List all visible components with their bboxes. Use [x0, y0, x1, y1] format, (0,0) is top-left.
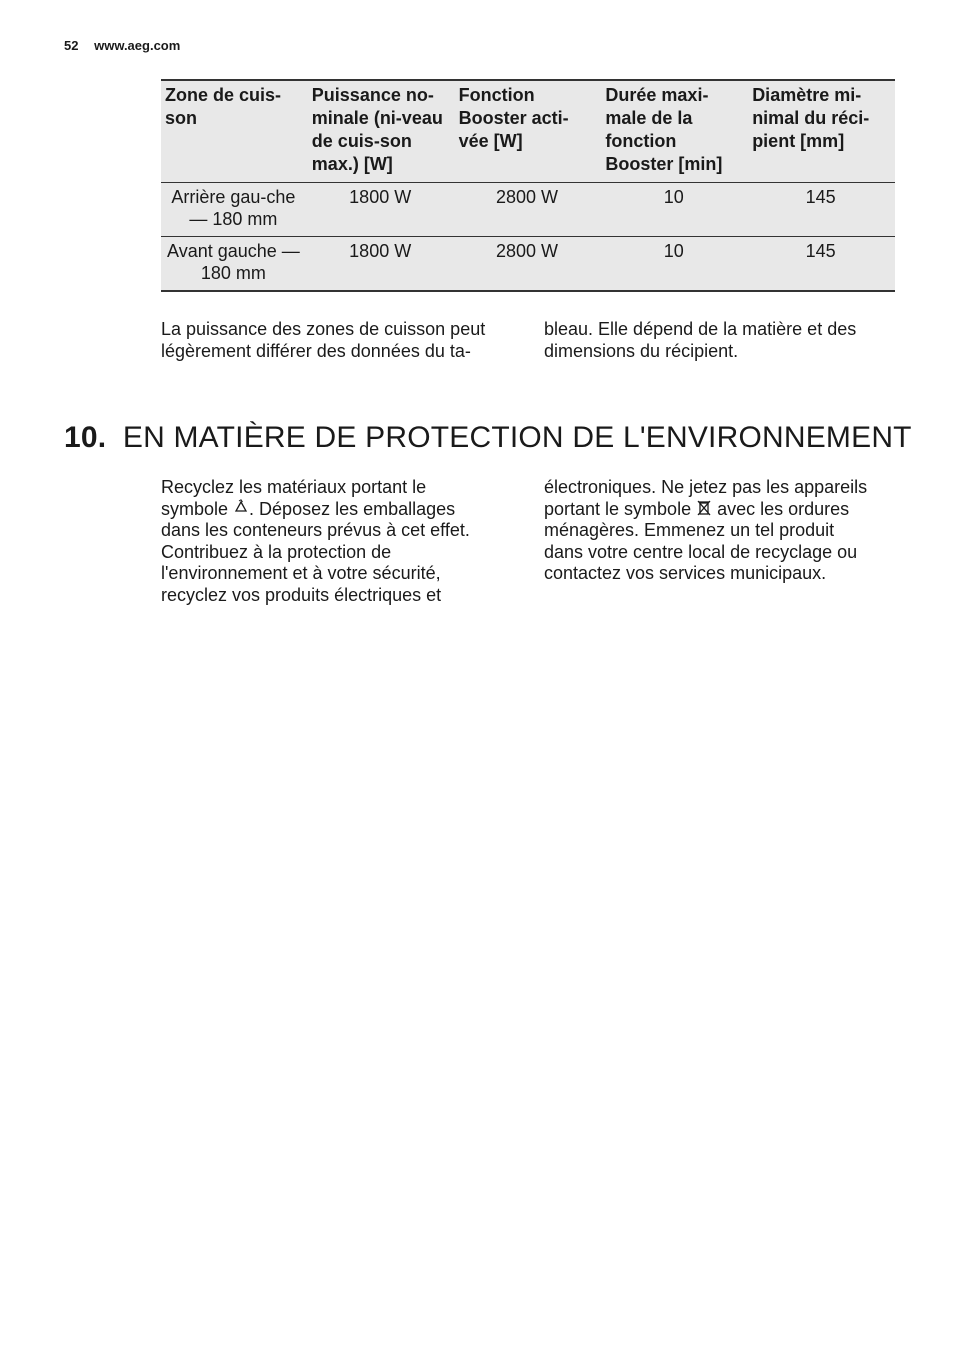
body-text: électroniques. Ne jetez pas les appareils portant le symbole: [544, 477, 868, 519]
table-cell: 1800 W: [308, 237, 455, 292]
table-header-row: [161, 80, 895, 183]
table-row: [161, 237, 895, 292]
table-note-right: bleau. Elle dépend de la matière et des dimensions du récipient.: [544, 319, 857, 361]
table-cell: 2800 W: [455, 183, 602, 237]
column-header: Durée maxi-male de la fonction Booster [min]: [601, 80, 748, 183]
column-header: Zone de cuis-son: [161, 80, 308, 183]
body-text: Contribuez à la protection de l'environnement et à votre sécurité, recyclez vos produits électriques et: [161, 541, 442, 605]
table-cell: 2800 W: [455, 237, 602, 292]
section-body-left: [161, 477, 491, 606]
recycle-icon: [233, 499, 249, 517]
table-note-left: La puissance des zones de cuisson peut légèrement différer des données du ta-: [161, 319, 486, 361]
table-cell: 10: [601, 183, 748, 237]
section-title: EN MATIÈRE DE PROTECTION DE L'ENVIRONNEMENT: [122, 421, 912, 454]
table-cell: 1800 W: [308, 183, 455, 237]
section-number: 10.: [64, 421, 107, 454]
page-header: [64, 38, 180, 53]
body-text: Recyclez les matériaux portant le symbole: [161, 477, 427, 519]
table-cell: 10: [601, 237, 748, 292]
column-header: Puissance no-minale (ni-veau de cuis-son max.) [W]: [308, 80, 455, 183]
table-cell: 145: [748, 183, 895, 237]
table-row: [161, 183, 895, 237]
body-text: . Déposez les emballages dans les conteneurs prévus à cet effet.: [161, 498, 470, 540]
column-header: Fonction Booster acti-vée [W]: [455, 80, 602, 183]
section-body-right: [544, 477, 874, 585]
table-cell: Avant gauche — 180 mm: [161, 237, 308, 292]
table-cell: 145: [748, 237, 895, 292]
column-header: Diamètre mi-nimal du réci-pient [mm]: [748, 80, 895, 183]
body-text: avec les ordures ménagères. Emmenez un tel produit dans votre centre local de recyclage ou contactez vos services municipaux.: [544, 498, 858, 583]
table-cell: Arrière gau-che — 180 mm: [161, 183, 308, 237]
section-heading: [64, 421, 912, 455]
cooking-zone-table: [161, 79, 895, 292]
crossed-bin-icon: [696, 499, 712, 517]
page-number: 52: [64, 38, 79, 53]
site-url: www.aeg.com: [94, 38, 181, 53]
